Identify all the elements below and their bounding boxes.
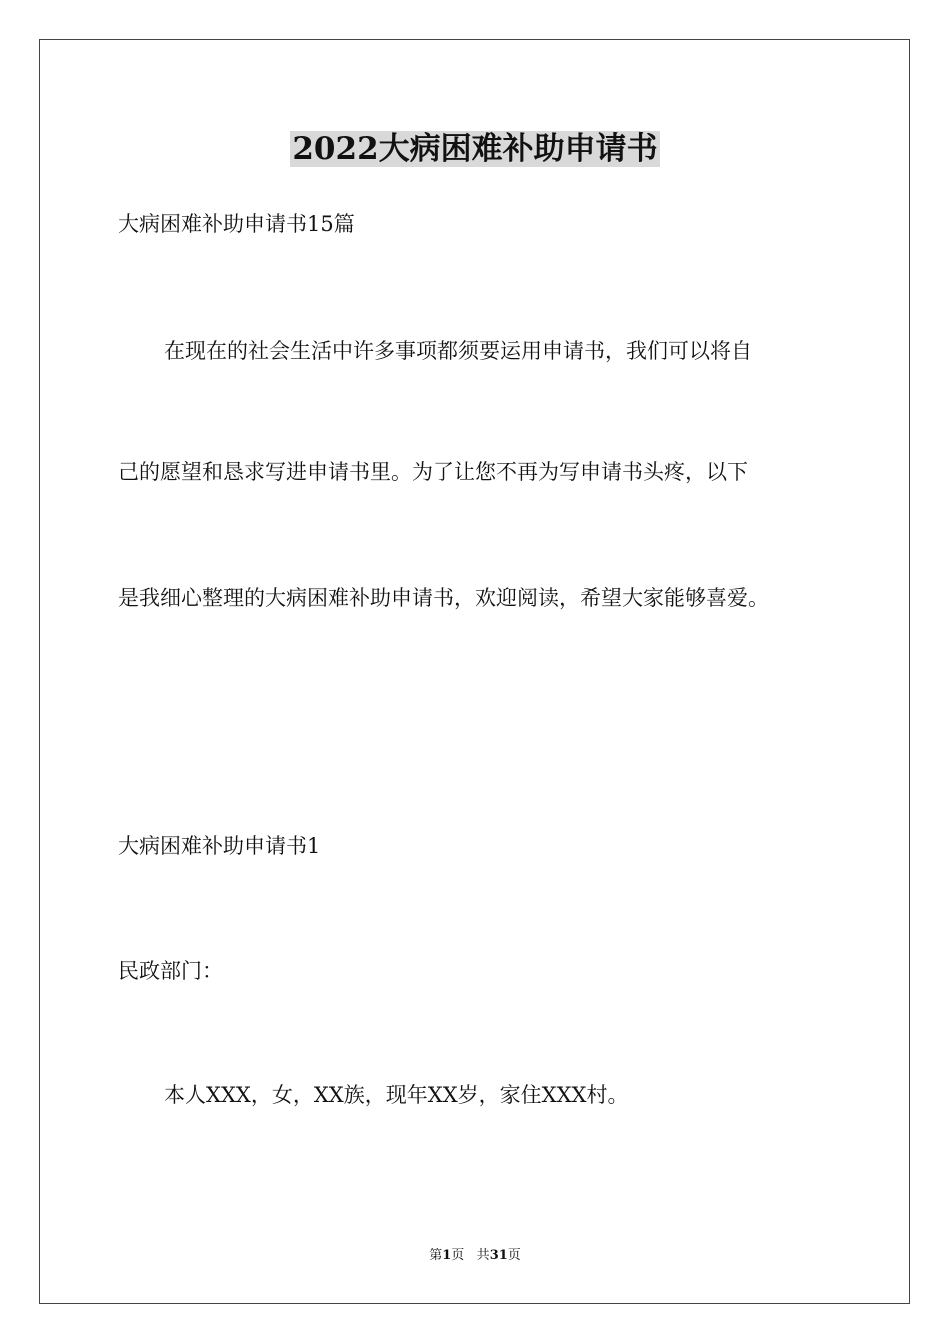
intro-line-1: 在现在的社会生活中许多事项都须要运用申请书，我们可以将自	[164, 339, 752, 363]
document-subtitle: 大病困难补助申请书15篇	[118, 212, 355, 236]
page-footer	[0, 1247, 950, 1265]
section-heading: 大病困难补助申请书1	[118, 834, 321, 858]
page-number: 1	[442, 1248, 452, 1263]
intro-line-2: 己的愿望和恳求写进申请书里。为了让您不再为写申请书头疼，以下	[118, 460, 748, 484]
total-prefix: 共	[476, 1248, 490, 1263]
document-title-text: 2022大病困难补助申请书	[292, 131, 658, 167]
salutation: 民政部门：	[118, 959, 223, 983]
total-suffix: 页	[507, 1248, 521, 1263]
document-title	[0, 128, 950, 170]
intro-line-3: 是我细心整理的大病困难补助申请书，欢迎阅读，希望大家能够喜爱。	[118, 586, 769, 610]
body-line: 本人XXX，女，XX族，现年XX岁，家住XXX村。	[164, 1083, 629, 1107]
page-suffix: 页	[451, 1248, 465, 1263]
page-prefix: 第	[429, 1248, 443, 1263]
total-pages: 31	[489, 1248, 508, 1263]
